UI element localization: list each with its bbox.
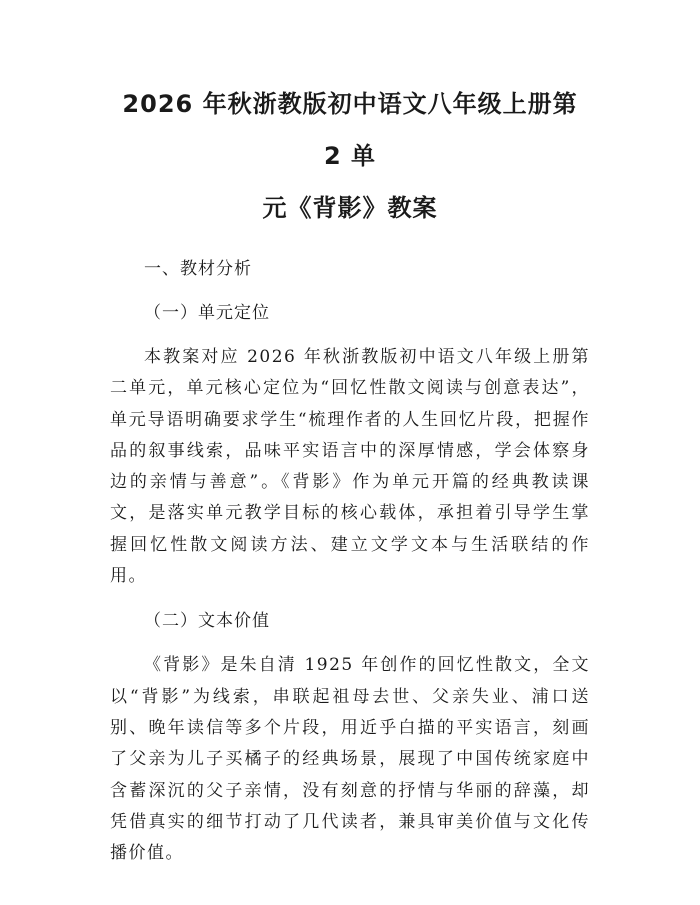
subsection-heading-text-value: （二）文本价值 [144,611,270,632]
paragraph-unit-positioning: 本教案对应 2026 年秋浙教版初中语文八年级上册第二单元，单元核心定位为“回忆性散文阅读与创意表达”，单元导语明确要求学生“梳理作者的人生回忆片段，把握作品的叙事线索，品味平实语言中的深厚情感，学会体察身边的亲情与善意”。《背影》作为单元开篇的经典教读课文，是落实单元教学目标的核心载体，承担着引导学生掌握回忆性散文阅读方法、建立文学文本与生活联结的作用。 [110,347,590,587]
subsection-heading-unit-positioning: （一）单元定位 [144,303,270,323]
document-title [110,78,590,234]
paragraph-text-value: 《背影》是朱自清 1925 年创作的回忆性散文，全文以“背影”为线索，串联起祖母去世、父亲失业、浦口送别、晚年读信等多个片段，用近乎白描的平实语言，刻画了父亲为儿子买橘子的经典场景，展现了中国传统家庭中含蓄深沉的父子亲情，没有刻意的抒情与华丽的辞藻，却凭借真实的细节打动了几代读者，兼具审美价值与文化传播价值。 [110,655,590,864]
title-line-2: 元《背影》教案 [262,194,438,222]
section-heading-textbook-analysis: 一、教材分析 [144,259,252,279]
title-line-1: 2026 年秋浙教版初中语文八年级上册第 2 单 [122,90,578,170]
